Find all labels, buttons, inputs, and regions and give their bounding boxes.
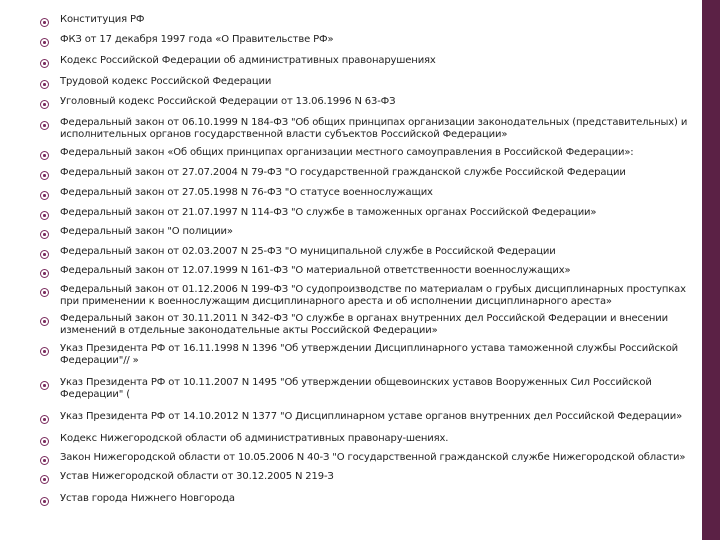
bullet-icon	[40, 347, 49, 356]
bullet-icon	[40, 250, 49, 259]
list-item-text: Уголовный кодекс Российской Федерации от 13.06.1996 N 63-ФЗ	[60, 96, 396, 107]
bullet-icon	[40, 288, 49, 297]
bullet-icon	[40, 269, 49, 278]
list-item-text: Указ Президента РФ от 14.10.2012 N 1377 "О Дисциплинарном уставе органов внутренних дел Российской Федерации»	[60, 411, 683, 422]
bullet-icon	[40, 18, 49, 27]
list-item-text: Указ Президента РФ от 16.11.1998 N 1396 "Об утверждении Дисциплинарного устава таможенной службы Российской Федерации"// »	[60, 343, 679, 367]
list-item-text: Федеральный закон от 30.11.2011 N 342-ФЗ "О службе в органах внутренних дел Российской Федерации и внесении изменений в отдельные законодательные акты Российской Федерации»	[60, 313, 668, 337]
list-item-text: Федеральный закон от 27.07.2004 N 79-ФЗ "О государственной гражданской службе Российской Федерации	[60, 167, 626, 178]
bullet-icon	[40, 211, 49, 220]
list-item-text: Федеральный закон «Об общих принципах организации местного самоуправления в Российской Федерации»:	[60, 147, 634, 158]
list-item-text: Указ Президента РФ от 10.11.2007 N 1495 "Об утверждении общевоинских уставов Вооруженных Сил Российской Федерации" (	[60, 377, 652, 401]
list-item-text: Федеральный закон от 12.07.1999 N 161-ФЗ "О материальной ответственности военнослужащих»	[60, 265, 571, 276]
list-item-text: Федеральный закон от 21.07.1997 N 114-ФЗ "О службе в таможенных органах Российской Федерации»	[60, 207, 597, 218]
bullet-icon	[40, 475, 49, 484]
list-item-text: Федеральный закон от 27.05.1998 N 76-ФЗ "О статусе военнослужащих	[60, 187, 433, 198]
list-item-text: ФКЗ от 17 декабря 1997 года «О Правительстве РФ»	[60, 34, 334, 45]
bullet-icon	[40, 381, 49, 390]
list-item-text: Федеральный закон "О полиции»	[60, 226, 233, 237]
bullet-icon	[40, 121, 49, 130]
list-item-text: Федеральный закон от 02.03.2007 N 25-ФЗ "О муниципальной службе в Российской Федерации	[60, 246, 556, 257]
list-item-text: Трудовой кодекс Российской Федерации	[60, 76, 272, 87]
list-item-text: Конституция РФ	[60, 14, 145, 25]
list-item-text: Закон Нижегородской области от 10.05.2006 N 40-З "О государственной гражданской службе Нижегородской области»	[60, 452, 686, 463]
bullet-icon	[40, 191, 49, 200]
bullet-icon	[40, 171, 49, 180]
bullet-icon	[40, 497, 49, 506]
purple-sidebar	[702, 0, 720, 540]
bullet-icon	[40, 230, 49, 239]
list-item-text: Кодекс Нижегородской области об административных правонару-шениях.	[60, 433, 449, 444]
bullet-icon	[40, 59, 49, 68]
bullet-icon	[40, 437, 49, 446]
bullet-icon	[40, 80, 49, 89]
list-item-text: Устав города Нижнего Новгорода	[60, 493, 235, 504]
bullet-icon	[40, 151, 49, 160]
bullet-icon	[40, 100, 49, 109]
bullet-icon	[40, 456, 49, 465]
bullet-icon	[40, 317, 49, 326]
list-item-text: Федеральный закон от 06.10.1999 N 184-ФЗ "Об общих принципах организации законодательных (представительных) и исполнительных органов государственной власти субъектов Российской Федерации»	[60, 117, 688, 141]
bullet-icon	[40, 38, 49, 47]
list-item-text: Кодекс Российской Федерации об административных правонарушениях	[60, 55, 436, 66]
list-item-text: Федеральный закон от 01.12.2006 N 199-ФЗ "О судопроизводстве по материалам о грубых дисциплинарных проступках при применении к военнослужащим дисциплинарного ареста и об исполнении дисциплинарного ареста»	[60, 284, 686, 308]
bullet-icon	[40, 415, 49, 424]
list-item-text: Устав Нижегородской области от 30.12.2005 N 219-З	[60, 471, 334, 482]
